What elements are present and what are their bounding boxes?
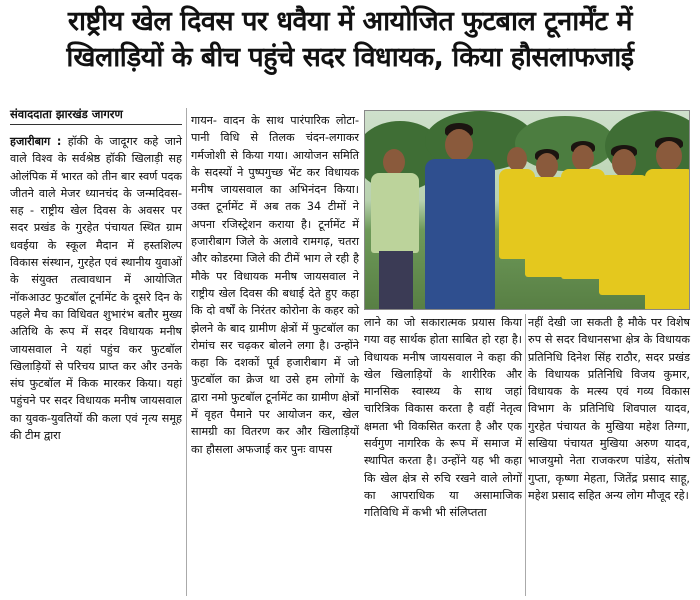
article-column-3 (364, 314, 522, 522)
headline (6, 4, 694, 76)
news-photo (364, 110, 690, 310)
headline-line-2: खिलाड़ियों के बीच पहुंचे सदर विधायक, किया हौसलाफजाई (66, 42, 634, 73)
byline-divider (10, 124, 182, 125)
article-column-2-text: गायन- वादन के साथ पारंपारिक लोटा- पानी विधि से तिलक चंदन-लगाकर गर्मजोशी से किया गया। आयोजन समिति के सदस्यों ने पुष्पगुच्छ भेंट कर विधायक मनीष जायसवाल का अभिनंदन किया। उक्त टूर्नामेंट में अब तक 34 टीमों ने अपना रजिस्ट्रेशन कराया है। टूर्नामेंट में हजारीबाग जिले के अलावे रामगढ़, चतरा और कोडरमा जिले की टीमें भाग ले रही है मौके पर विधायक मनीष जायसवाल ने राष्ट्रीय खेल दिवस की बधाई देते हुए कहा कि दो वर्षों के निरंतर कोरोना के कहर को झेलने के बाद ग्रामीण क्षेत्रों में फुटबॉल का रोमांच सर चढ़कर बोलने लगा है। उन्होंने कहा कि दशकों पूर्व हजारीबाग में जो फुटबॉल का क्रेज था उसे हम लोगों के द्वारा नमो फुटबॉल टूर्नामेंट का ग्रामीण क्षेत्रों में वृहत पैमाने पर आयोजन कर, खेल सामग्री का वितरण कर और खिलाड़ियों का हौसला अफजाई कर पुनः वापस (191, 114, 359, 456)
article-column-3-text: लाने का जो सकारात्मक प्रयास किया गया वह सार्थक होता साबित हो रहा है। विधायक मनीष जायसवाल ने कहा की खेल खिलाड़ियों के शारीरिक और मानसिक स्वास्थ्य के साथ जहां चारित्रिक विकास करता है वहीं नेतृत्व क्षमता भी विकसित करता है और एक सर्वगुण नागरिक के रूप में समाज में स्थापित करता है। उन्होंने यह भी कहा कि खेल क्षेत्र से रुचि रखने वाले लोगों का आपराधिक या असामाजिक गतिविधि में कभी भी संलिप्तता (364, 316, 522, 520)
dateline: हजारीबाग : (10, 135, 62, 148)
column-divider (186, 108, 187, 596)
column-divider (525, 314, 526, 596)
article-column-4 (528, 314, 690, 504)
article-column-1 (10, 133, 182, 444)
byline: संवाददाता झारखंड जागरण (10, 107, 123, 121)
article-column-4-text: नहीं देखी जा सकती है मौके पर विशेष रुप से सदर विधानसभा क्षेत्र के विधायक प्रतिनिधि दिनेश सिंह राठौर, सदर प्रखंड के विधायक प्रतिनिधि विजय कुमार, विधायक के मत्स्य एवं गव्य विकास विभाग के प्रतिनिधि शिवपाल यादव, गुरहेत पंचायत के मुखिया महेश तिग्गा, सखिया पंचायत मुखिया अरुण यादव, भाजयुमो नेता राजकरण पांडेय, संतोष गुप्ता, कृष्णा मेहता, जितेंद्र प्रसाद साहू, महेश प्रसाद सहित अन्य लोग मौजूद रहे। (528, 316, 690, 502)
article-column-2 (191, 112, 359, 458)
article-column-1-text: हॉकी के जादूगर कहे जाने वाले विश्व के सर्वश्रेष्ठ हॉकी खिलाड़ी सह ओलंपिक में भारत को तीन बार स्वर्ण पदक जीतने वाले मेजर ध्यानचंद के जन्मदिवस- सह - राष्ट्रीय खेल दिवस के अवसर पर सदर प्रखंड के गुरहेत पंचायत स्थित ग्राम धवईया के स्कूल मैदान में हस्तशिल्प विकास संस्थान, गुरहेत एवं स्थानीय युवाओं के संयुक्त तत्वावधान में आयोजित नॉकआउट फुटबॉल टूर्नामेंट के दूसरे दिन के पहले मैच का विधिवत शुभारंभ बतौर मुख्य अतिथि के रूप में सदर विधायक मनीष जायसवाल ने यहां पहुंच कर फुटबॉल खिलाड़ियों से परिचय प्राप्त कर और उनके संघ फुटबॉल में किक मारकर किया। यहां पहुंचने पर सदर विधायक मनीष जायसवाल का युवक-युवतियों की कला एवं नृत्य समूह की टीम द्वारा (10, 135, 182, 443)
headline-line-1: राष्ट्रीय खेल दिवस पर धवैया में आयोजित फुटबाल टूनार्मेंट में (67, 6, 633, 37)
